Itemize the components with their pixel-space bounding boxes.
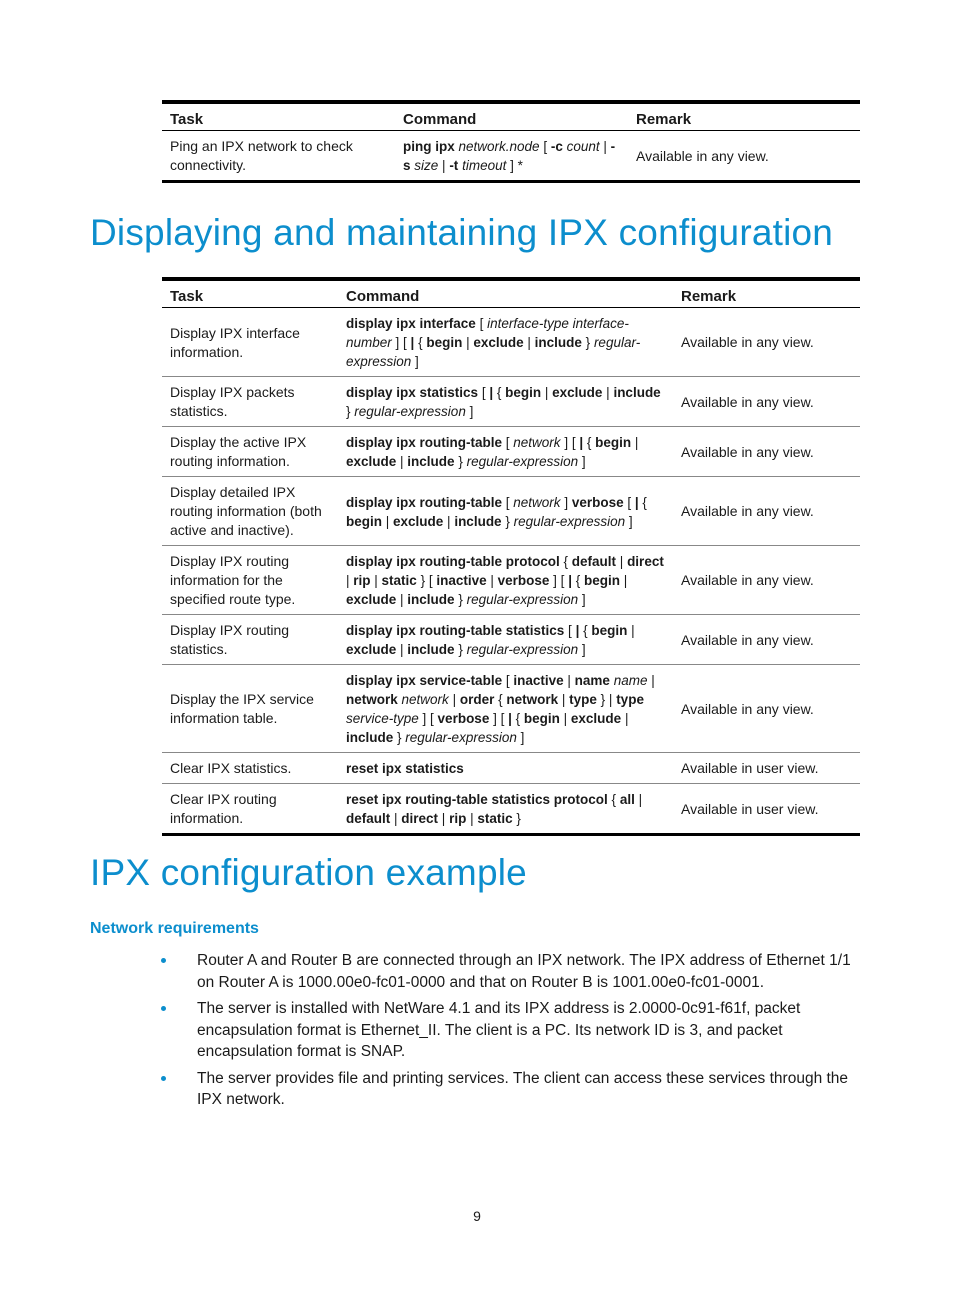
command-argument: name xyxy=(613,673,648,688)
command-keyword: include xyxy=(534,335,582,350)
list-item-text: Router A and Router B are connected through an IPX network. The IPX address of Ethernet 1/1 on Router A is 1000.00e0-fc01-0000 and that on Router B is 1001.00e0-fc01-0001. xyxy=(197,952,851,991)
command-argument: network xyxy=(401,692,449,707)
command-syntax: | xyxy=(382,513,394,529)
command-keyword: default xyxy=(346,811,391,826)
table-row xyxy=(162,308,860,377)
command-syntax: | xyxy=(563,673,575,688)
command-syntax: } xyxy=(454,454,467,469)
command-syntax: | xyxy=(438,811,450,826)
command-keyword: | xyxy=(575,623,580,638)
column-header-remark: Remark xyxy=(628,102,860,131)
command-keyword: include xyxy=(407,642,455,657)
command-argument: network xyxy=(513,435,561,450)
command-cell xyxy=(338,665,673,753)
command-syntax: [ xyxy=(502,435,514,450)
list-item-text: The server is installed with NetWare 4.1 and its IPX address is 2.0000-0c91-f61f, packet encapsulation format is Ethernet_II. The client is a PC. Its network ID is 3, and packet encapsulation format is SNAP. xyxy=(197,1000,801,1060)
command-keyword: include xyxy=(407,592,455,607)
command-argument: count xyxy=(566,139,600,154)
command-syntax: ] * xyxy=(506,158,523,173)
command-syntax: | xyxy=(602,385,614,400)
table-row xyxy=(162,477,860,546)
command-keyword: exclude xyxy=(346,592,397,607)
remark-cell: Available in any view. xyxy=(628,131,860,182)
command-keyword: display ipx routing-table xyxy=(346,435,503,450)
command-cell xyxy=(338,784,673,835)
command-syntax: ] xyxy=(560,494,572,510)
list-item xyxy=(160,950,866,993)
command-syntax: | xyxy=(627,623,635,638)
command-syntax: | xyxy=(396,454,408,469)
command-syntax: | xyxy=(390,811,402,826)
command-syntax: } | xyxy=(596,692,617,707)
command-syntax: } [ xyxy=(416,573,437,588)
command-keyword: display ipx interface xyxy=(346,316,476,331)
command-cell xyxy=(338,615,673,665)
command-cell xyxy=(338,753,673,784)
command-syntax: } xyxy=(346,404,355,419)
command-syntax: [ xyxy=(478,385,490,400)
command-syntax: ] xyxy=(465,404,474,419)
command-syntax: | xyxy=(619,573,628,588)
command-keyword: ping ipx xyxy=(403,139,455,154)
command-argument: regular-expression xyxy=(354,404,466,419)
command-keyword: begin xyxy=(583,573,620,588)
command-cell xyxy=(338,427,673,477)
command-keyword: | xyxy=(410,335,415,350)
command-keyword: verbose xyxy=(497,573,550,588)
bullet-dot-icon xyxy=(161,958,166,963)
command-argument: regular-expression xyxy=(405,730,517,745)
command-cell xyxy=(338,477,673,546)
command-argument: service-type xyxy=(346,711,419,726)
command-keyword: | xyxy=(568,573,572,588)
command-keyword: include xyxy=(454,513,502,529)
command-keyword: reset ipx statistics xyxy=(346,761,464,776)
command-syntax: ] xyxy=(516,730,525,745)
command-keyword: default xyxy=(571,554,617,569)
command-syntax: { xyxy=(414,335,427,350)
command-keyword: display ipx service-table xyxy=(346,673,503,688)
command-keyword: begin xyxy=(595,435,632,450)
command-cell xyxy=(338,377,673,427)
remark-cell: Available in any view. xyxy=(673,477,860,546)
command-keyword: inactive xyxy=(436,573,487,588)
command-syntax: { xyxy=(583,435,596,450)
command-syntax: ] xyxy=(578,454,586,469)
command-syntax: | xyxy=(523,335,535,350)
command-syntax: | xyxy=(438,158,450,173)
command-syntax: | xyxy=(486,573,498,588)
command-keyword: exclude xyxy=(552,385,603,400)
remark-cell: Available in any view. xyxy=(673,546,860,615)
task-cell: Display IPX routing information for the specified route type. xyxy=(162,546,338,615)
command-keyword: name xyxy=(574,673,610,688)
command-syntax: ] [ xyxy=(391,335,411,350)
command-syntax: [ xyxy=(475,316,488,331)
command-syntax: | xyxy=(647,673,655,688)
task-cell: Ping an IPX network to check connectivity. xyxy=(162,131,395,182)
command-argument: size xyxy=(414,158,439,173)
command-syntax: [ xyxy=(502,673,514,688)
command-syntax: | xyxy=(599,139,611,154)
command-keyword: direct xyxy=(401,811,439,826)
remark-cell: Available in user view. xyxy=(673,753,860,784)
command-syntax: | xyxy=(559,711,571,726)
command-argument: network xyxy=(513,494,561,510)
task-cell: Display detailed IPX routing information (both active and inactive). xyxy=(162,477,338,546)
requirements-list xyxy=(160,950,866,1116)
command-syntax: ] [ xyxy=(418,711,438,726)
command-keyword: display ipx routing-table xyxy=(346,494,503,510)
command-keyword: rip xyxy=(449,811,467,826)
command-argument: regular-expression xyxy=(466,642,579,657)
command-keyword: all xyxy=(619,792,635,807)
command-syntax: ] xyxy=(411,354,419,369)
command-syntax: } xyxy=(454,642,467,657)
command-syntax: ] [ xyxy=(489,711,509,726)
command-keyword: begin xyxy=(426,335,463,350)
command-cell xyxy=(338,546,673,615)
command-syntax: | xyxy=(541,385,553,400)
remark-cell: Available in any view. xyxy=(673,377,860,427)
command-syntax: { xyxy=(607,792,620,807)
command-syntax: [ xyxy=(539,139,551,154)
command-syntax: { xyxy=(559,554,572,569)
command-syntax: { xyxy=(511,711,524,726)
command-keyword: display ipx statistics xyxy=(346,385,479,400)
command-keyword: begin xyxy=(591,623,628,638)
remark-cell: Available in any view. xyxy=(673,665,860,753)
command-keyword: exclude xyxy=(393,513,444,529)
command-syntax: } xyxy=(501,513,514,529)
command-argument: regular-expression xyxy=(466,454,579,469)
column-header-task: Task xyxy=(162,279,338,308)
command-syntax: | xyxy=(396,642,408,657)
command-syntax: { xyxy=(579,623,592,638)
command-argument: regular-expression xyxy=(466,592,579,607)
command-keyword: direct xyxy=(627,554,664,569)
subsection-title-network-requirements: Network requirements xyxy=(90,920,259,937)
section-title-configuration-example: IPX configuration example xyxy=(90,852,527,893)
command-syntax: [ xyxy=(564,623,576,638)
command-keyword: include xyxy=(346,730,394,745)
task-cell: Display the IPX service information table. xyxy=(162,665,338,753)
command-keyword: include xyxy=(613,385,661,400)
command-syntax: | xyxy=(448,692,460,707)
command-syntax: } xyxy=(454,592,467,607)
command-argument: interface-type interface-number xyxy=(346,316,629,350)
column-header-task: Task xyxy=(162,102,395,131)
column-header-command: Command xyxy=(395,102,628,131)
section-title-displaying-maintaining: Displaying and maintaining IPX configuration xyxy=(90,212,834,253)
command-syntax: | xyxy=(558,692,570,707)
command-keyword: -t xyxy=(449,158,459,173)
command-syntax: | xyxy=(370,573,382,588)
command-syntax: | xyxy=(616,554,628,569)
column-header-remark: Remark xyxy=(673,279,860,308)
remark-cell: Available in any view. xyxy=(673,427,860,477)
command-cell xyxy=(338,308,673,377)
command-syntax: | xyxy=(631,435,639,450)
command-keyword: | xyxy=(579,435,584,450)
command-keyword: include xyxy=(407,454,455,469)
bullet-dot-icon xyxy=(161,1076,166,1081)
remark-cell: Available in user view. xyxy=(673,784,860,835)
command-syntax: ] xyxy=(578,592,586,607)
command-argument: timeout xyxy=(462,158,507,173)
task-cell: Display IPX packets statistics. xyxy=(162,377,338,427)
command-keyword: inactive xyxy=(513,673,564,688)
command-keyword: exclude xyxy=(346,642,397,657)
command-syntax: ] xyxy=(625,513,633,529)
command-syntax: | xyxy=(346,573,354,588)
table-row xyxy=(162,427,860,477)
list-item xyxy=(160,1068,866,1111)
command-keyword: reset ipx routing-table statistics protocol xyxy=(346,792,608,807)
command-keyword: static xyxy=(381,573,417,588)
command-syntax: { xyxy=(493,385,506,400)
page-number: 9 xyxy=(473,1208,481,1224)
table-row xyxy=(162,665,860,753)
command-keyword: network xyxy=(506,692,559,707)
command-syntax: | xyxy=(462,335,474,350)
command-keyword: begin xyxy=(346,513,382,529)
command-argument: regular-expression xyxy=(513,513,626,529)
list-item xyxy=(160,998,866,1063)
table-row xyxy=(162,377,860,427)
command-syntax: ] [ xyxy=(560,435,580,450)
task-cell: Clear IPX routing information. xyxy=(162,784,338,835)
command-keyword: exclude xyxy=(570,711,622,726)
command-syntax: [ xyxy=(623,494,635,510)
command-syntax: } xyxy=(393,730,406,745)
command-keyword: static xyxy=(477,811,513,826)
command-keyword: type xyxy=(569,692,597,707)
command-keyword: -c xyxy=(550,139,563,154)
remark-cell: Available in any view. xyxy=(673,615,860,665)
command-keyword: order xyxy=(459,692,495,707)
command-argument: network.node xyxy=(458,139,540,154)
task-cell: Display IPX interface information. xyxy=(162,308,338,377)
table-row xyxy=(162,753,860,784)
command-keyword: begin xyxy=(523,711,560,726)
command-syntax: } xyxy=(581,335,594,350)
command-cell xyxy=(395,131,628,182)
command-syntax: ] xyxy=(578,642,586,657)
command-syntax: { xyxy=(494,692,507,707)
command-keyword: type xyxy=(616,692,644,707)
command-argument: regular-expression xyxy=(346,335,641,369)
task-cell: Display the active IPX routing information. xyxy=(162,427,338,477)
command-syntax: { xyxy=(638,494,647,510)
command-keyword: verbose xyxy=(571,494,624,510)
command-keyword: display ipx routing-table statistics xyxy=(346,623,565,638)
command-keyword: -s xyxy=(403,139,616,173)
list-item-text: The server provides file and printing services. The client can access these services through the IPX network. xyxy=(197,1069,849,1108)
command-syntax: } xyxy=(512,811,521,826)
command-keyword: network xyxy=(346,692,398,707)
task-cell: Clear IPX statistics. xyxy=(162,753,338,784)
display-commands-table xyxy=(162,277,860,836)
command-keyword: exclude xyxy=(346,454,397,469)
command-keyword: rip xyxy=(353,573,371,588)
remark-cell: Available in any view. xyxy=(673,308,860,377)
command-syntax: [ xyxy=(502,494,514,510)
task-cell: Display IPX routing statistics. xyxy=(162,615,338,665)
command-keyword: verbose xyxy=(437,711,490,726)
command-syntax: | xyxy=(396,592,408,607)
command-keyword: | xyxy=(634,494,639,510)
table-row xyxy=(162,784,860,835)
command-syntax: | xyxy=(621,711,629,726)
table-row xyxy=(162,131,860,182)
command-keyword: | xyxy=(508,711,512,726)
table-row xyxy=(162,546,860,615)
command-syntax: | xyxy=(634,792,643,807)
command-syntax: { xyxy=(571,573,584,588)
command-keyword: begin xyxy=(505,385,542,400)
column-header-command: Command xyxy=(338,279,673,308)
command-syntax: ] [ xyxy=(549,573,569,588)
command-keyword: | xyxy=(489,385,494,400)
command-syntax: | xyxy=(466,811,478,826)
command-keyword: exclude xyxy=(473,335,524,350)
bullet-dot-icon xyxy=(161,1006,166,1011)
table-row xyxy=(162,615,860,665)
command-keyword: display ipx routing-table protocol xyxy=(346,554,560,569)
ping-command-table xyxy=(162,100,860,183)
command-syntax: | xyxy=(443,513,455,529)
